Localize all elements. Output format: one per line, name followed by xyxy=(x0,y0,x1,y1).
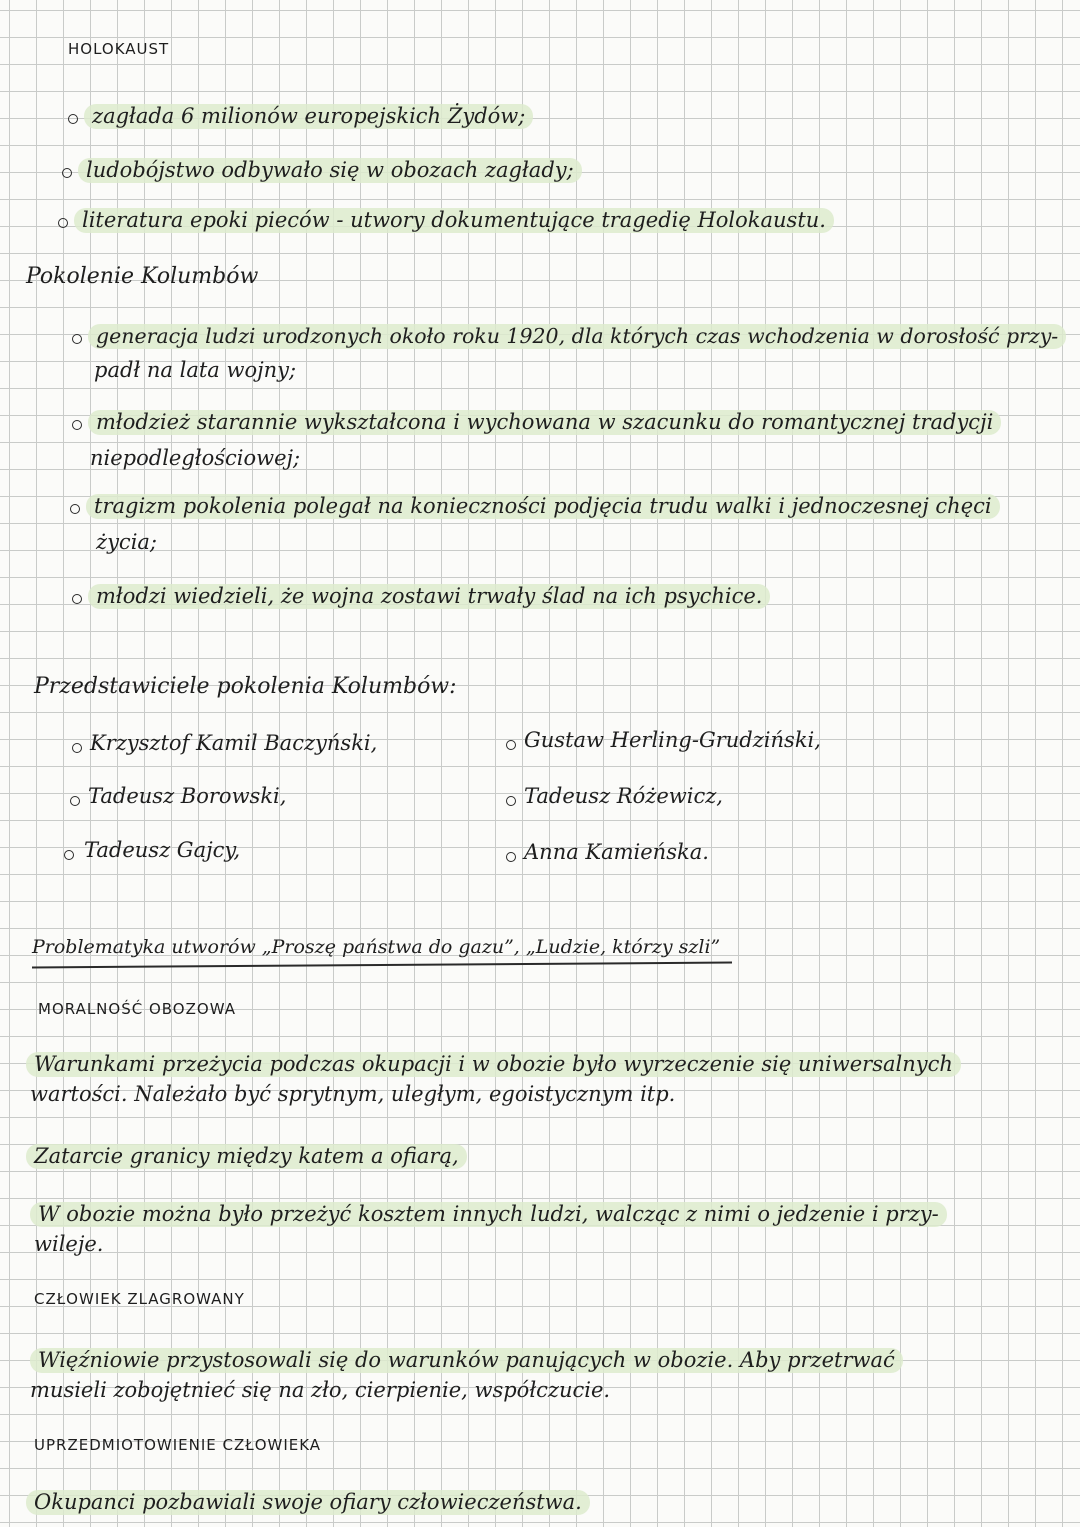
bullet-icon xyxy=(70,504,80,514)
bullet-icon xyxy=(506,740,516,750)
bullet-icon xyxy=(62,168,72,178)
przedstawiciel-right-1: Gustaw Herling-Grudziński, xyxy=(524,728,821,752)
czlowiek-zlagrowany-heading: CZŁOWIEK ZLAGROWANY xyxy=(34,1290,245,1308)
pokolenie-point-2-line-1: młodzież starannie wykształcona i wychowana w szacunku do romantycznej tradycji xyxy=(88,410,1001,435)
holokaust-point-2: ludobójstwo odbywało się w obozach zagłady; xyxy=(78,158,582,183)
pokolenie-point-1-line-2: padł na lata wojny; xyxy=(94,358,297,382)
bullet-icon xyxy=(506,852,516,862)
pokolenie-point-1-line-1: generacja ludzi urodzonych około roku 1920, dla których czas wchodzenia w dorosłość przy- xyxy=(88,324,1066,349)
bullet-icon xyxy=(58,218,68,228)
przedstawiciel-right-2: Tadeusz Różewicz, xyxy=(524,784,723,808)
uprzedmiotowienie-paragraph: Okupanci pozbawiali swoje ofiary człowieczeństwa. xyxy=(26,1490,590,1515)
przedstawiciel-left-1: Krzysztof Kamil Baczyński, xyxy=(90,731,378,755)
pokolenie-point-3-line-1: tragizm pokolenia polegał na konieczności podjęcia trudu walki i jednoczesnej chęci xyxy=(86,494,1000,519)
moralnosc-paragraph-3-line-1: W obozie można było przeżyć kosztem innych ludzi, walcząc z nimi o jedzenie i przy- xyxy=(30,1202,947,1227)
moralnosc-paragraph-2: Zatarcie granicy między katem a ofiarą, xyxy=(26,1144,467,1169)
pokolenie-point-4: młodzi wiedzieli, że wojna zostawi trwały ślad na ich psychice. xyxy=(88,584,770,609)
pokolenie-point-2-line-2: niepodległościowej; xyxy=(90,446,301,470)
pokolenie-heading: Pokolenie Kolumbów xyxy=(26,264,259,289)
holokaust-point-1: zagłada 6 milionów europejskich Żydów; xyxy=(84,104,533,129)
bullet-icon xyxy=(64,850,74,860)
uprzedmiotowienie-heading: UPRZEDMIOTOWIENIE CZŁOWIEKA xyxy=(34,1436,322,1454)
moralnosc-heading: MORALNOŚĆ OBOZOWA xyxy=(38,1000,236,1018)
zlagrowany-paragraph-line-2: musieli zobojętnieć się na zło, cierpienie, współczucie. xyxy=(30,1378,611,1402)
moralnosc-paragraph-3-line-2: wileje. xyxy=(34,1232,104,1256)
zlagrowany-paragraph-line-1: Więźniowie przystosowali się do warunków panujących w obozie. Aby przetrwać xyxy=(30,1348,903,1373)
bullet-icon xyxy=(70,796,80,806)
bullet-icon xyxy=(72,334,82,344)
problematyka-heading: Problematyka utworów „Proszę państwa do gazu”, „Ludzie, którzy szli” xyxy=(32,936,721,958)
bullet-icon xyxy=(72,743,82,753)
przedstawiciele-heading: Przedstawiciele pokolenia Kolumbów: xyxy=(34,674,457,699)
moralnosc-paragraph-1-line-1: Warunkami przeżycia podczas okupacji i w obozie było wyrzeczenie się uniwersalnych xyxy=(26,1052,961,1077)
bullet-icon xyxy=(72,420,82,430)
pokolenie-point-3-line-2: życia; xyxy=(96,530,158,554)
bullet-icon xyxy=(506,796,516,806)
przedstawiciel-right-3: Anna Kamieńska. xyxy=(524,840,709,864)
bullet-icon xyxy=(72,594,82,604)
holokaust-point-3: literatura epoki pieców - utwory dokumentujące tragedię Holokaustu. xyxy=(74,208,834,233)
moralnosc-paragraph-1-line-2: wartości. Należało być sprytnym, uległym, egoistycznym itp. xyxy=(30,1082,676,1106)
przedstawiciel-left-3: Tadeusz Gajcy, xyxy=(84,838,241,862)
holokaust-heading: HOLOKAUST xyxy=(68,40,170,58)
bullet-icon xyxy=(68,114,78,124)
przedstawiciel-left-2: Tadeusz Borowski, xyxy=(88,784,287,808)
problematyka-underline xyxy=(32,962,732,968)
